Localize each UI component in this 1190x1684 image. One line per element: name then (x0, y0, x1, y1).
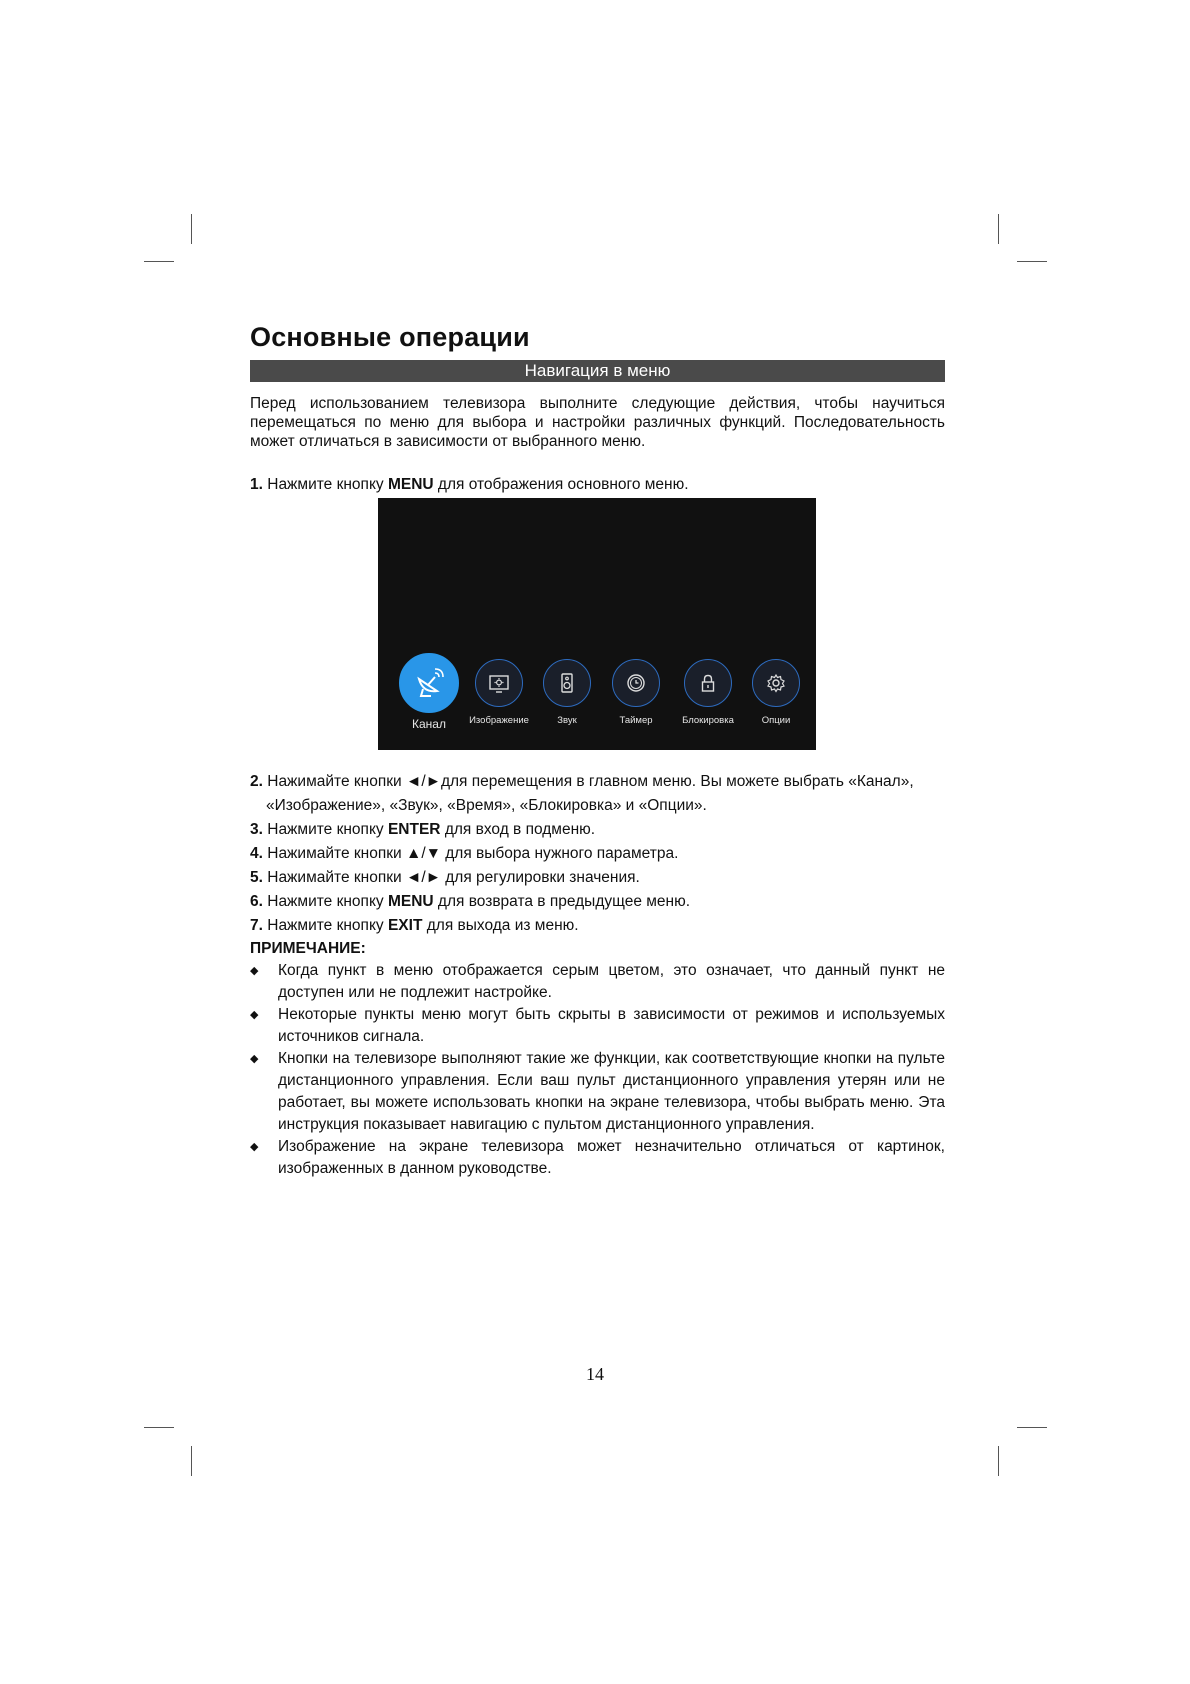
diamond-bullet-icon: ◆ (250, 1009, 259, 1021)
note-item: ◆ Кнопки на телевизоре выполняют такие же функции, как соответствующие кнопки на пульте дистанционного управления. Если ваш пульт дистанционного управления утерян или не работает, вы можете использовать кнопки на экране телевизора, чтобы выбрать меню. Эта инструкция показывает навигацию с пультом дистанционного управления. (250, 1050, 945, 1133)
crop-mark (191, 1446, 192, 1476)
step-6: 6. Нажмите кнопку MENU для возврата в предыдущее меню. (250, 893, 691, 910)
menu-item-timer[interactable] (608, 659, 664, 726)
steps-list (250, 770, 945, 1180)
menu-item-channel[interactable] (398, 653, 460, 731)
menu-label: Канал (412, 717, 446, 731)
note-heading: ПРИМЕЧАНИЕ: (250, 940, 366, 957)
satellite-dish-icon (399, 653, 459, 713)
menu-label: Таймер (619, 715, 653, 726)
crop-mark (998, 214, 999, 244)
diamond-bullet-icon: ◆ (250, 1141, 259, 1153)
crop-mark (1017, 261, 1047, 262)
step-7: 7. Нажмите кнопку EXIT для выхода из меню. (250, 917, 579, 934)
crop-mark (998, 1446, 999, 1476)
crop-mark (144, 1427, 174, 1428)
lock-icon (684, 659, 732, 707)
step-3: 3. Нажмите кнопку ENTER для вход в подменю. (250, 821, 596, 838)
crop-mark (191, 214, 192, 244)
menu-label: Звук (557, 715, 577, 726)
diamond-bullet-icon: ◆ (250, 1053, 259, 1065)
menu-label: Блокировка (682, 715, 734, 726)
menu-item-sound[interactable] (539, 659, 595, 726)
page-number: 14 (586, 1364, 604, 1384)
note-item: ◆ Некоторые пункты меню могут быть скрыты в зависимости от режимов и используемых источников сигнала. (250, 1006, 945, 1045)
tv-screenshot (378, 498, 816, 750)
menu-item-picture[interactable] (463, 659, 535, 726)
menu-label: Изображение (469, 715, 529, 726)
menu-item-lock[interactable] (673, 659, 743, 726)
step-5: 5. Нажимайте кнопки ◄/► для регулировки значения. (250, 869, 640, 886)
step-1: 1. Нажмите кнопку MENU для отображения основного меню. (250, 476, 689, 493)
step-4: 4. Нажимайте кнопки ▲/▼ для выбора нужного параметра. (250, 845, 679, 862)
gear-icon (752, 659, 800, 707)
page-content (250, 318, 945, 1177)
step-2-continued: «Изображение», «Звук», «Время», «Блокировка» и «Опции». (266, 797, 707, 814)
page-title: Основные операции (250, 322, 530, 352)
section-bar: Навигация в меню (250, 360, 945, 382)
step-2: 2. Нажимайте кнопки ◄/►для перемещения в главном меню. Вы можете выбрать «Канал», (250, 773, 914, 790)
menu-label: Опции (761, 715, 791, 726)
note-item: ◆ Когда пункт в меню отображается серым цветом, это означает, что данный пункт не доступен или не подлежит настройке. (250, 962, 945, 1001)
crop-mark (144, 261, 174, 262)
note-item: ◆ Изображение на экране телевизора может незначительно отличаться от картинок, изображенных в данном руководстве. (250, 1138, 945, 1177)
menu-item-options[interactable] (748, 659, 804, 726)
speaker-icon (543, 659, 591, 707)
intro-paragraph: Перед использованием телевизора выполните следующие действия, чтобы научиться перемещаться по меню для выбора и настройки различных функций. Последовательность может отличаться в зависимости от выбранного меню. (250, 395, 945, 450)
picture-icon (475, 659, 523, 707)
clock-icon (612, 659, 660, 707)
crop-mark (1017, 1427, 1047, 1428)
diamond-bullet-icon: ◆ (250, 965, 259, 977)
